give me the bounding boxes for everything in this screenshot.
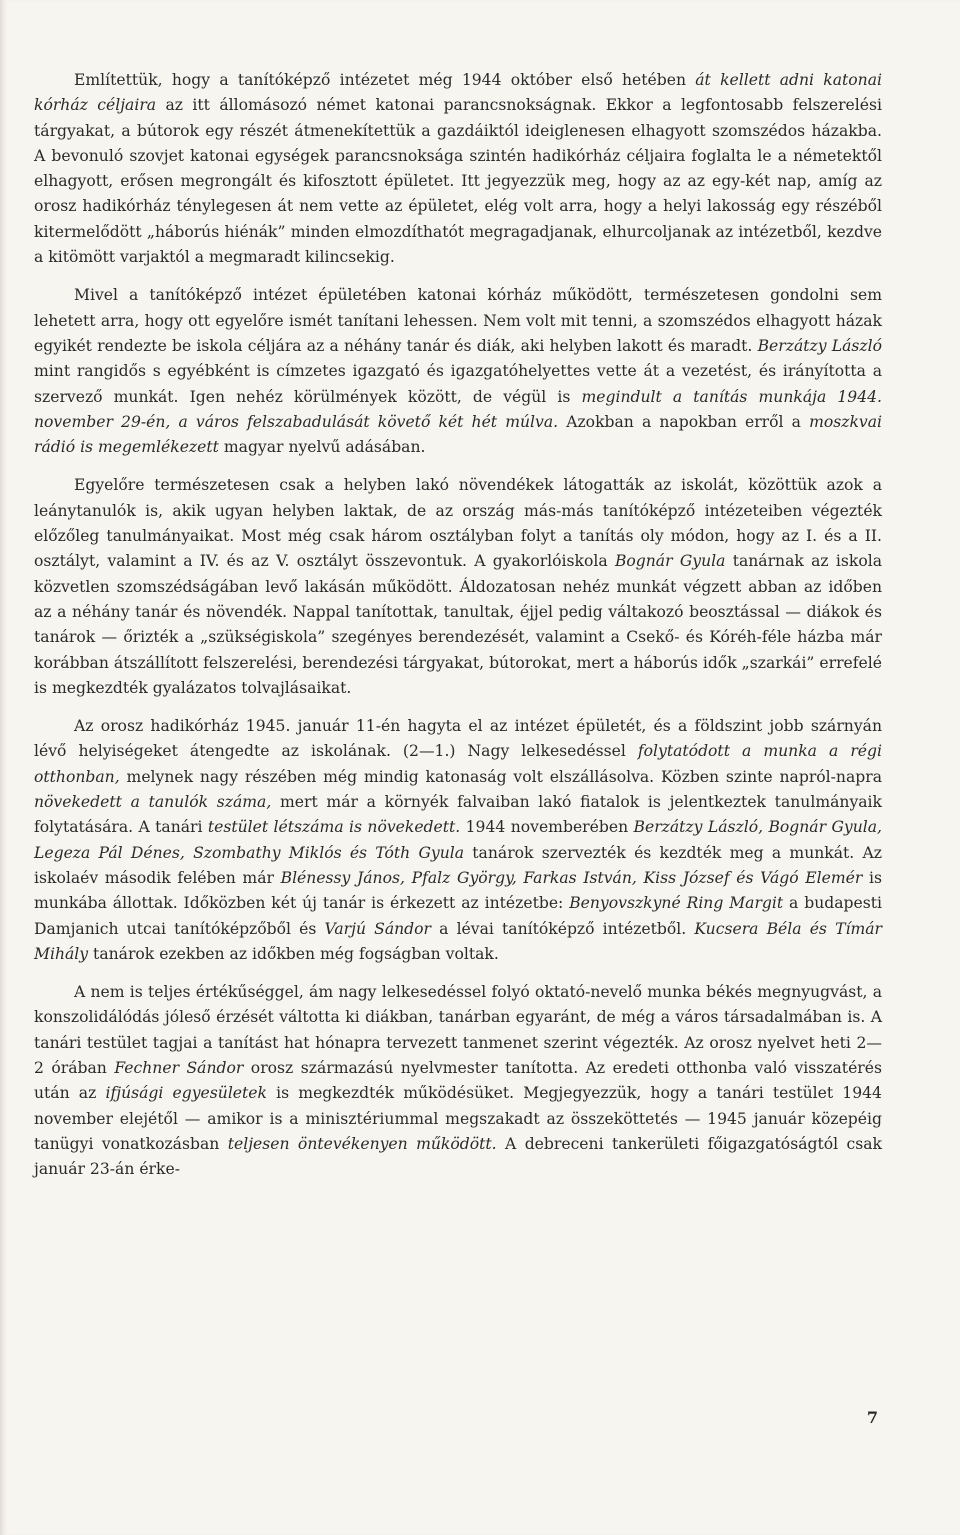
text-run: 1944 novemberében — [460, 818, 634, 837]
body-text — [34, 68, 882, 1182]
text-run: tanárnak az iskola közvetlen szomszédságában levő lakásán működött. Áldozatosan nehéz munkát végzett abban az időben az a néhány tanár és növendék. Nappal tanítottak, tanultak, éjjel pedig váltakozó beosztással — diákok és tanárok — őrizték a „szükségiskola” szegényes berendezését, valamint a Csekő- és Kóréh-féle házba már korábban átszállított felszerelési, berendezési tárgyakat, bútorokat, mert a háborús idők „szarkái” errefelé is megkezdték gyalázatos tolvajlásaikat. — [34, 552, 882, 697]
emphasized-text: Berzátzy László — [757, 336, 882, 355]
text-run: A nem is teljes értékűséggel, ám nagy lelkesedéssel folyó oktató-nevelő munka békés megnyugvást, a konszolidálódás jóleső érzését váltotta ki diákban, tanárban egyaránt, de még a város társadalmában is. A tanári testület tagjai a tanítást hat hónapra tervezett tanmenet szerint végezték. Az orosz nyelvet heti 2—2 órában — [34, 983, 882, 1077]
paragraph — [34, 714, 882, 967]
emphasized-text: moszkvai rádió is megemlékezett — [34, 412, 882, 457]
emphasized-text: Blénessy János, Pfalz György, Farkas István, Kiss József és Vágó Elemér — [280, 868, 863, 887]
emphasized-text: Benyovszkyné Ring Margit — [569, 894, 784, 913]
emphasized-text: megindult a tanítás munkája 1944. november 29-én, a város felszabadulását követő két hét múlva. — [34, 387, 883, 431]
emphasized-text: Bognár Gyula — [614, 552, 726, 571]
text-run: is munkába állottak. Időközben két új tanár is érkezett az intézetbe: — [34, 868, 882, 913]
text-run: magyar nyelvű adásában. — [218, 438, 426, 457]
text-run: orosz származású nyelvmester tanította. Az eredeti otthonba való visszatérés után az — [34, 1058, 882, 1103]
text-run: Említettük, hogy a tanítóképző intézetet még 1944 október első hetében — [74, 71, 696, 89]
text-run: melynek nagy részében még mindig katonaság volt elszállásolva. Közben szinte napról-napra — [119, 767, 882, 786]
paragraph — [34, 473, 882, 701]
text-run: Mivel a tanítóképző intézet épületében katonai kórház működött, természetesen gondolni sem lehetett arra, hogy ott egyelőre ismét tanítani lehessen. Nem volt mit tenni, a szomszédos elhagyott házak egyikét rendezte be iskola céljára az a néhány tanár és diák, aki helyben lakott és maradt. — [34, 286, 882, 355]
text-run: A debreceni tankerületi főigazgatóságtól csak január 23-án érke- — [34, 1134, 882, 1179]
text-run: tanárok szervezték és kezdték meg a munkát. Az iskolaév második felében már — [34, 843, 882, 887]
emphasized-text: ifjúsági egyesületek — [105, 1084, 267, 1103]
text-run: Azokban a napokban erről a — [558, 412, 810, 431]
emphasized-text: Fechner Sándor — [114, 1058, 244, 1077]
text-run: a lévai tanítóképző intézetből. — [430, 919, 695, 938]
text-run: tanárok ezekben az időkben még fogságban voltak. — [88, 944, 499, 963]
emphasized-text: testület létszáma is növekedett. — [207, 818, 461, 837]
text-run: mert már a környék falvaiban lakó fiatalok is jelentkeztek tanulmányaik folytatására. A tanári — [34, 793, 882, 837]
text-run: Az orosz hadikórház 1945. január 11-én hagyta el az intézet épületét, és a földszint jobb szárnyán lévő helyiségeket átengedte az iskolának. (2—1.) Nagy lelkesedéssel — [34, 717, 882, 761]
emphasized-text: folytatódott a munka a régi otthonban, — [34, 742, 882, 786]
text-run: az itt állomásozó német katonai parancsnokságnak. Ekkor a legfontosabb felszerelési tárgyakat, a bútorok egy részét átmenekítettük a gazdáiktól ideiglenesen elhagyott szomszédos házakba. A bevonuló szovjet katonai egységek parancsnoksága szintén hadikórház céljaira foglalta le a németektől elhagyott, erősen megrongált és kifosztott épületet. Itt jegyezzük meg, hogy az az egy-két nap, amíg az orosz hadikórház ténylegesen át nem vette az épületet, elég volt arra, hogy a helyi lakosság egy részéből kitermelődött „háborús hiénák” minden elmozdíthatót megragadjanak, elhurcoljanak az intézetből, kezdve a kitömött varjaktól a megmaradt kilincsekig. — [34, 96, 882, 267]
paragraph — [34, 283, 882, 460]
text-run: is megkezdték működésüket. Megjegyezzük, hogy a tanári testület 1944 november elejétől — amikor is a minisztériummal megszakadt az összeköttetés — 1945 január közepéig tanügyi vonatkozásban — [34, 1084, 882, 1153]
emphasized-text: Berzátzy László, Bognár Gyula, Legeza Pál Dénes, Szombathy Miklós és Tóth Gyula — [34, 818, 883, 862]
emphasized-text: teljesen öntevékenyen működött. — [227, 1134, 497, 1153]
text-run: Egyelőre természetesen csak a helyben lakó növendékek látogatták az iskolát, közöttük azok a leánytanulók is, akik ugyan helyben laktak, de az ország más-más tanítóképző intézeteiben végezték előzőleg tanulmányaikat. Most még csak három osztályban folyt a tanítás oly módon, hogy az I. és a II. osztályt, valamint a IV. és az V. osztályt összevontuk. A gyakorlóiskola — [34, 476, 882, 571]
emphasized-text: Varjú Sándor — [324, 919, 431, 938]
emphasized-text: át kellett adni katonai kórház céljaira — [34, 71, 883, 115]
emphasized-text: növekedett a tanulók száma, — [34, 793, 272, 812]
paragraph — [34, 980, 882, 1182]
emphasized-text: Kucsera Béla és Tímár Mihály — [34, 919, 882, 963]
text-run: mint rangidős s egyébként is címzetes igazgató és igazgatóhelyettes vette át a vezetést, és irányította a szervező munkát. Igen nehéz körülmények között, de végül is — [34, 362, 882, 406]
page-number: 7 — [866, 1408, 878, 1427]
paragraph — [34, 68, 882, 270]
text-run: a budapesti Damjanich utcai tanítóképzőből és — [34, 894, 883, 938]
